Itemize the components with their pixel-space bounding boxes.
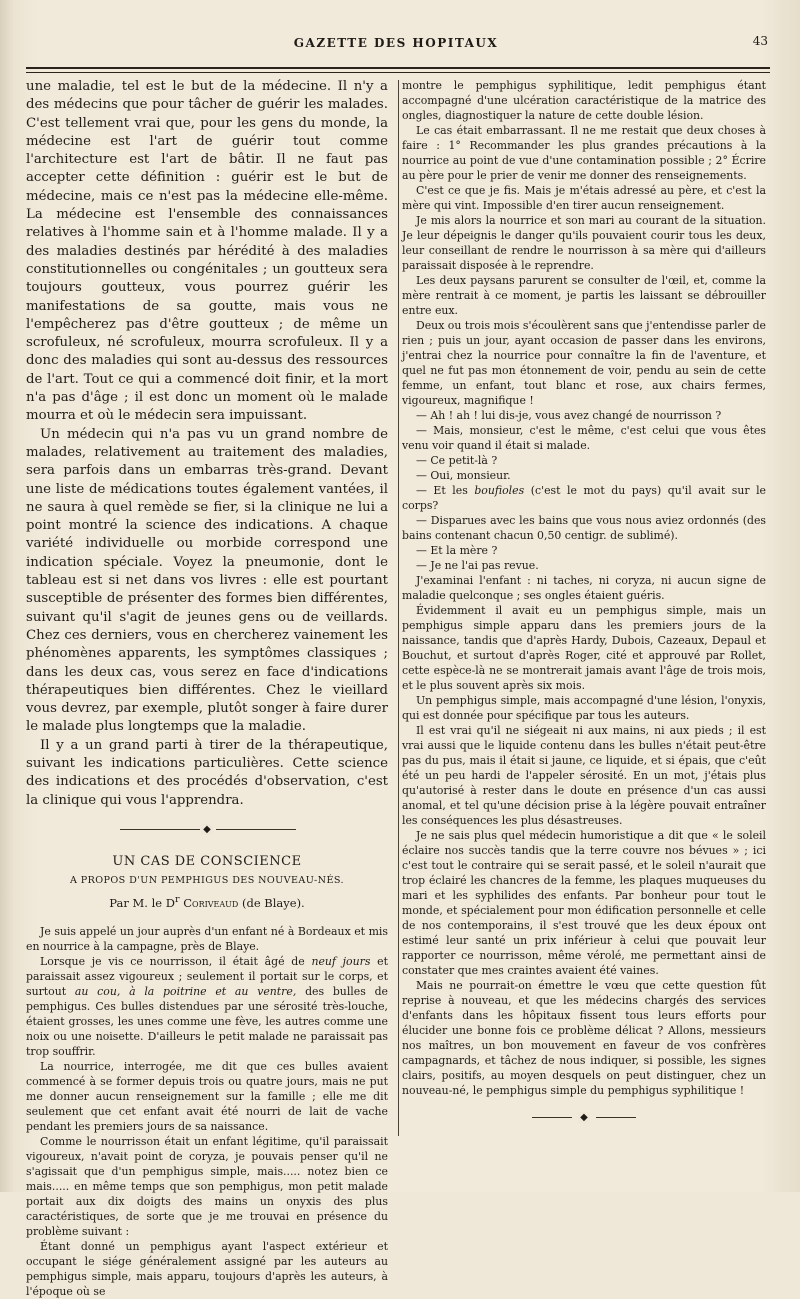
paragraph: une maladie, tel est le but de la médecine. Il n'y a des médecins que pour tâcher de guérir les malades. C'est tellement vrai que, pour les gens du monde, la médecine est l'art de guérir tout comme l'architecture est l'art de bâtir. Il ne faut pas accepter cette définition : guérir est le but de médecine, mais ce n'est pas la médecine elle-même. La médecine est l'ensemble des connaissances relatives à l'homme sain et à l'homme malade. Il y a des maladies destinés par hérédité à des maladies constitutionnelles ou congénitales ; un goutteux sera toujours goutteux, vous pourrez guérir les manifestations de sa goutte, mais vous ne l'empêcherez pas d'être goutteux ; de même un scrofuleux, né scrofuleux, mourra scrofuleux. Il y a donc des maladies qui sont au-dessus des ressources de l'art. Tout ce qui a commencé doit finir, et la mort n'a pas d'âge ; il est donc un moment où le malade mourra et où le médecin sera impuissant. bbox=[26, 79, 388, 424]
lecture-continuation bbox=[26, 78, 388, 810]
dialogue-line: — Je ne l'ai pas revue. bbox=[416, 559, 539, 572]
dialogue-line: — Ce petit-là ? bbox=[416, 454, 498, 467]
column-divider bbox=[398, 80, 399, 1136]
section-ornament bbox=[26, 822, 388, 836]
paragraph: Mais ne pourrait-on émettre le vœu que cette question fût reprise à nouveau, et que les médecins chargés des services d'enfants dans les hôpitaux fissent tous leurs efforts pour élucider une bonne fois ce problème délicat ? Allons, messieurs nos maîtres, un bon mouvement en faveur de vos confrères campagnards, et tâchez de nous indiquer, si possible, les signes clairs, positifs, au moyen desquels on peut distinguer, chez un nouveau-né, le pemphigus simple du pemphigus syphilitique ! bbox=[402, 979, 766, 1097]
emphasis: neuf jours bbox=[311, 954, 371, 968]
paragraph: Deux ou trois mois s'écoulèrent sans que j'entendisse parler de rien ; puis un jour, ayant occasion de passer dans les environs, j'entrai chez la nourrice pour connaître la fin de l'aventure, et quel ne fut pas mon étonnement de voir, pendu au sein de cette femme, un enfant, tout blanc et rose, aux chairs fermes, vigoureux, magnifique ! bbox=[402, 319, 766, 407]
right-column bbox=[402, 78, 766, 1134]
dialogue-line: — Oui, monsieur. bbox=[416, 469, 511, 482]
article-byline bbox=[26, 894, 388, 910]
paragraph: Lorsque je vis ce nourrisson, il était âgé de neuf jours et paraissait assez vigoureux ; seulement il portait sur le corps, et surtout au cou, à la poitrine et au ventre, des bulles de pemphigus. Ces bulles distendues par une sérosité très-louche, étaient grosses, les unes comme une fève, les autres comme une noix ou une noisette. D'ailleurs le petit malade ne paraissait pas trop souffrir. bbox=[26, 954, 389, 1058]
paragraph: Il y a un grand parti à tirer de la thérapeutique, suivant les indications particulières. Cette science des indications et des procédés d'observation, c'est la clinique qui vous l'apprendra. bbox=[26, 737, 388, 808]
paragraph: Il est vrai qu'il ne siégeait ni aux mains, ni aux pieds ; il est vrai aussi que le liquide contenu dans les bulles n'était peut-être pas du pus, mais il était si jaune, ce liquide, et si épais, que c'eût été un peu hardi de l'appeler sérosité. En un mot, j'étais plus qu'autorisé à rester dans le doute en présence d'un cas aussi anomal, et tel qu'une décision prise à la légère pouvait entraîner les conséquences les plus désastreuses. bbox=[402, 724, 766, 827]
dialogue-line: — Mais, monsieur, c'est le même, c'est celui que vous êtes venu voir quand il était si malade. bbox=[402, 424, 766, 452]
paragraph: Je ne sais plus quel médecin humoristique a dit que « le soleil éclaire nos succès tandis que la terre couvre nos bévues » ; ici c'est tout le contraire qui se serait passé, et le soleil n'aurait que trop éclairé les chancres de la femme, les plaques muqueuses du mari et les syphilides des enfants. Par bonheur pour tout le monde, et spécialement pour mon édification personnelle et celle de nos contemporains, il s'est trouvé que les deux époux ont estimé leur santé un prix inférieur à celui que pouvait leur rapporter ce nourrisson, même vérolé, me permettant ainsi de constater que mes craintes avaient été vaines. bbox=[402, 829, 766, 977]
byline-prefix: Par M. le D bbox=[109, 895, 175, 910]
header-rule-thin bbox=[26, 72, 770, 73]
paragraph: Un médecin qui n'a pas vu un grand nombre de malades, relativement au traitement des maladies, sera parfois dans un embarras très-grand. Devant une liste de médications toutes également vantées, il ne saura à quel remède se fier, si la clinique ne lui a point montré la science des indications. A chaque variété individuelle ou morbide correspond une indication spéciale. Voyez la pneumonie, dont le tableau est si net dans vos livres : elle est pourtant susceptible de présenter des formes bien différentes, suivant qu'il s'agit de jeunes gens ou de veillards. Chez ces derniers, vous en chercherez vainement les phénomènes apparents, les symptômes classiques ; dans les deux cas, vous serez en face d'indications thérapeutiques bien différentes. Chez le vieillard vous devrez, par exemple, plutôt songer à faire durer le malade plus longtemps que la maladie. bbox=[26, 426, 388, 735]
journal-title: GAZETTE DES HOPITAUX bbox=[293, 36, 499, 50]
page-number: 43 bbox=[752, 34, 768, 48]
article-body-left bbox=[26, 924, 388, 1299]
dialogue-line: — Et les boufioles (c'est le mot du pays) qu'il avait sur le corps? bbox=[402, 484, 766, 512]
paragraph: Je suis appelé un jour auprès d'un enfant né à Bordeaux et mis en nourrice à la campagne, près de Blaye. bbox=[26, 924, 388, 953]
ornament-diamond-icon: ◆ bbox=[580, 1112, 588, 1123]
paragraph: C'est ce que je fis. Mais je m'étais adressé au père, et c'est la mère qui vint. Impossible d'en tirer aucun renseignement. bbox=[402, 184, 766, 212]
paragraph: Le cas était embarrassant. Il ne me restait que deux choses à faire : 1° Recommander les plus grandes précautions à la nourrice au point de vue d'une contamination possible ; 2° Écrire au père pour le prier de venir me donner des renseignements. bbox=[402, 124, 766, 182]
paragraph: Comme le nourrisson était un enfant légitime, qu'il paraissait vigoureux, n'avait point de coryza, je pouvais penser qu'il ne s'agissait que d'un pemphigus simple, mais..... notez bien ce mais..... en même temps que son pemphigus, mon petit malade portait aux dix doigts des mains un onyxis des plus caractéristiques, de sorte que je me trouvai en présence du problème suivant : bbox=[26, 1134, 388, 1238]
article-title: UN CAS DE CONSCIENCE bbox=[112, 853, 302, 869]
paragraph: J'examinai l'enfant : ni taches, ni coryza, ni aucun signe de maladie quelconque ; ses ongles étaient guéris. bbox=[402, 574, 766, 602]
dialogue-line: — Disparues avec les bains que vous nous aviez ordonnés (des bains contenant chacun 0,50 centigr. de sublimé). bbox=[402, 514, 766, 542]
paragraph: Évidemment il avait eu un pemphigus simple, mais un pemphigus simple apparu dans les premiers jours de la naissance, tandis que d'après Hardy, Dubois, Cazeaux, Depaul et Bouchut, et surtout d'après Roger, cité et approuvé par Rollet, cette espèce-là ne se montrerait jamais avant l'âge de trois mois, et le plus souvent après six mois. bbox=[402, 604, 766, 692]
byline-sup: r bbox=[174, 893, 180, 905]
paragraph: Je mis alors la nourrice et son mari au courant de la situation. Je leur dépeignis le danger qu'ils pouvaient courir tous les deux, leur conseillant de rendre le nourrisson à sa mère qui d'ailleurs paraissait disposée à le reprendre. bbox=[402, 214, 766, 272]
dialogue-line: — Et la mère ? bbox=[416, 544, 498, 557]
emphasis: au cou, à la poitrine et au ventre, bbox=[74, 984, 297, 998]
ornament-diamond-icon: ◆ bbox=[203, 823, 211, 835]
author-name: Coriveaud bbox=[183, 895, 239, 910]
paragraph: Étant donné un pemphigus ayant l'aspect extérieur et occupant le siége généralement assigné par les auteurs au pemphigus simple, mais apparu, toujours d'après les auteurs, à l'époque où se bbox=[26, 1239, 388, 1298]
dialogue-line: — Ah ! ah ! lui dis-je, vous avez changé de nourrisson ? bbox=[416, 409, 722, 422]
running-head bbox=[24, 36, 768, 54]
end-ornament bbox=[402, 1110, 766, 1124]
paragraph: Un pemphigus simple, mais accompagné d'une lésion, l'onyxis, qui est donnée pour spécifique par tous les auteurs. bbox=[402, 694, 766, 722]
left-column bbox=[26, 78, 388, 1299]
article-subtitle: A PROPOS D'UN PEMPHIGUS DES NOUVEAU-NÉS. bbox=[70, 874, 344, 886]
paragraph: La nourrice, interrogée, me dit que ces bulles avaient commencé à se former depuis trois ou quatre jours, mais ne put me donner aucun renseignement sur la famille ; elle me dit seulement que cet enfant avait été nourri de lait de vache pendant les premiers jours de sa naissance. bbox=[26, 1059, 388, 1133]
header-rule bbox=[26, 67, 770, 69]
emphasis: boufioles bbox=[474, 484, 525, 497]
byline-suffix: (de Blaye). bbox=[241, 895, 305, 910]
paragraph: montre le pemphigus syphilitique, ledit pemphigus étant accompagné d'une ulcération caractéristique de la matrice des ongles, diagnostiquer la nature de cette double lésion. bbox=[402, 79, 766, 122]
paragraph: Les deux paysans parurent se consulter de l'œil, et, comme la mère rentrait à ce moment, je partis les laissant se débrouiller entre eux. bbox=[402, 274, 766, 317]
